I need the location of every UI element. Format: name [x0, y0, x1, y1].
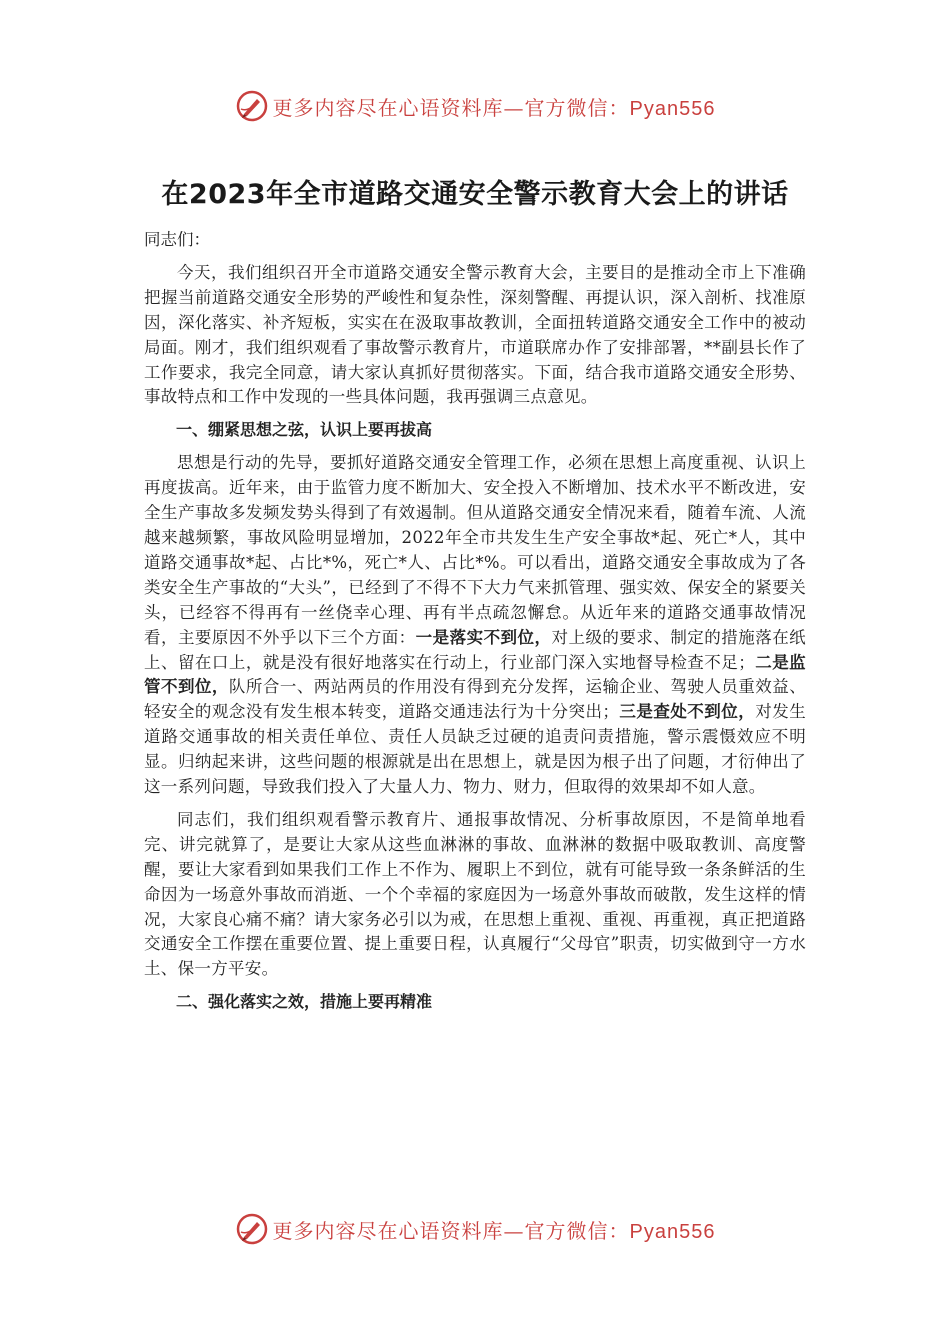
point-2-bold: 二是监管不到位， — [144, 652, 806, 697]
section1-paragraph-2: 同志们，我们组织观看警示教育片、通报事故情况、分析事故原因，不是简单地看完、讲完就算了，是要让大家从这些血淋淋的事故、血淋淋的数据中吸取教训、高度警醒，要让大家看到如果我们工作上不作为、履职上不到位，就有可能导致一条条鲜活的生命因为一场意外事故而消逝、一个个幸福的家庭因为一场意外事故而破散，发生这样的情况，大家良心痛不痛？请大家务必引以为戒，在思想上重视、重视、再重视，真正把道路交通安全工作摆在重要位置、提上重要日程，认真履行“父母官”职责，切实做到守一方水土、保一方平安。 — [144, 809, 806, 979]
pen-logo-icon — [235, 1212, 269, 1246]
intro-paragraph: 今天，我们组织召开全市道路交通安全警示教育大会，主要目的是推动全市上下准确把握当前道路交通安全形势的严峻性和复杂性，深刻警醒、再提认识，深入剖析、找准原因，深化落实、补齐短板，实实在在汲取事故教训，全面扭转道路交通安全工作中的被动局面。刚才，我们组织观看了事故警示教育片，市道联席办作了安排部署，**副县长作了工作要求，我完全同意，请大家认真抓好贯彻落实。下面，结合我市道路交通安全形势、事故特点和工作中发现的一些具体问题，我再强调三点意见。 — [144, 262, 806, 407]
wechat-id: Pyan556 — [629, 97, 716, 120]
footer-banner — [0, 1209, 950, 1249]
banner-text: 更多内容尽在心语资料库—官方微信：Pyan556 — [272, 1218, 716, 1243]
section-heading-2: 二、强化落实之效，措施上要再精准 — [176, 992, 433, 1012]
header-banner — [0, 86, 950, 126]
document-body — [144, 228, 806, 1023]
wechat-id: Pyan556 — [629, 1220, 716, 1243]
section-heading-1: 一、绷紧思想之弦，认识上要再拔高 — [176, 420, 433, 440]
section1-paragraph: 思想是行动的先导，要抓好道路交通安全管理工作，必须在思想上高度重视、认识上再度拔高。近年来，由于监管力度不断加大、安全投入不断增加、技术水平不断改进，安全生产事故多发频发势头得到了有效遏制。但从道路交通安全情况来看，随着车流、人流越来越频繁，事故风险明显增加，2022年全市共发生生产安全事故*起、死亡*人，其中道路交通事故*起、占比*%，死亡*人、占比*%。可以看出，道路交通安全事故成为了各类安全生产事故的“大头”，已经到了不得不下大力气来抓管理、强实效、保安全的紧要关头，已经容不得再有一丝侥幸心理、再有半点疏忽懈怠。从近年来的道路交通事故情况看，主要原因不外乎以下三个方面：一是落实不到位，对上级的要求、制定的措施落在纸上、留在口上，就是没有很好地落实在行动上，行业部门深入实地督导检查不足；二是监管不到位，队所合一、两站两员的作用没有得到充分发挥，运输企业、驾驶人员重效益、轻安全的观念没有发生根本转变，道路交通违法行为十分突出；三是查处不到位，对发生道路交通事故的相关责任单位、责任人员缺乏过硬的追责问责措施，警示震慑效应不明显。归纳起来讲，这些问题的根源就是出在思想上，就是因为根子出了问题，才衍伸出了这一系列问题，导致我们投入了大量人力、物力、财力，但取得的效果却不如人意。 — [144, 453, 807, 797]
banner-text: 更多内容尽在心语资料库—官方微信：Pyan556 — [272, 95, 716, 120]
document-title: 在2023年全市道路交通安全警示教育大会上的讲话 — [161, 179, 789, 210]
salutation: 同志们： — [144, 230, 210, 249]
point-1-bold: 一是落实不到位， — [415, 627, 552, 647]
pen-logo-icon — [235, 89, 269, 123]
point-3-bold: 三是查处不到位， — [619, 702, 756, 722]
